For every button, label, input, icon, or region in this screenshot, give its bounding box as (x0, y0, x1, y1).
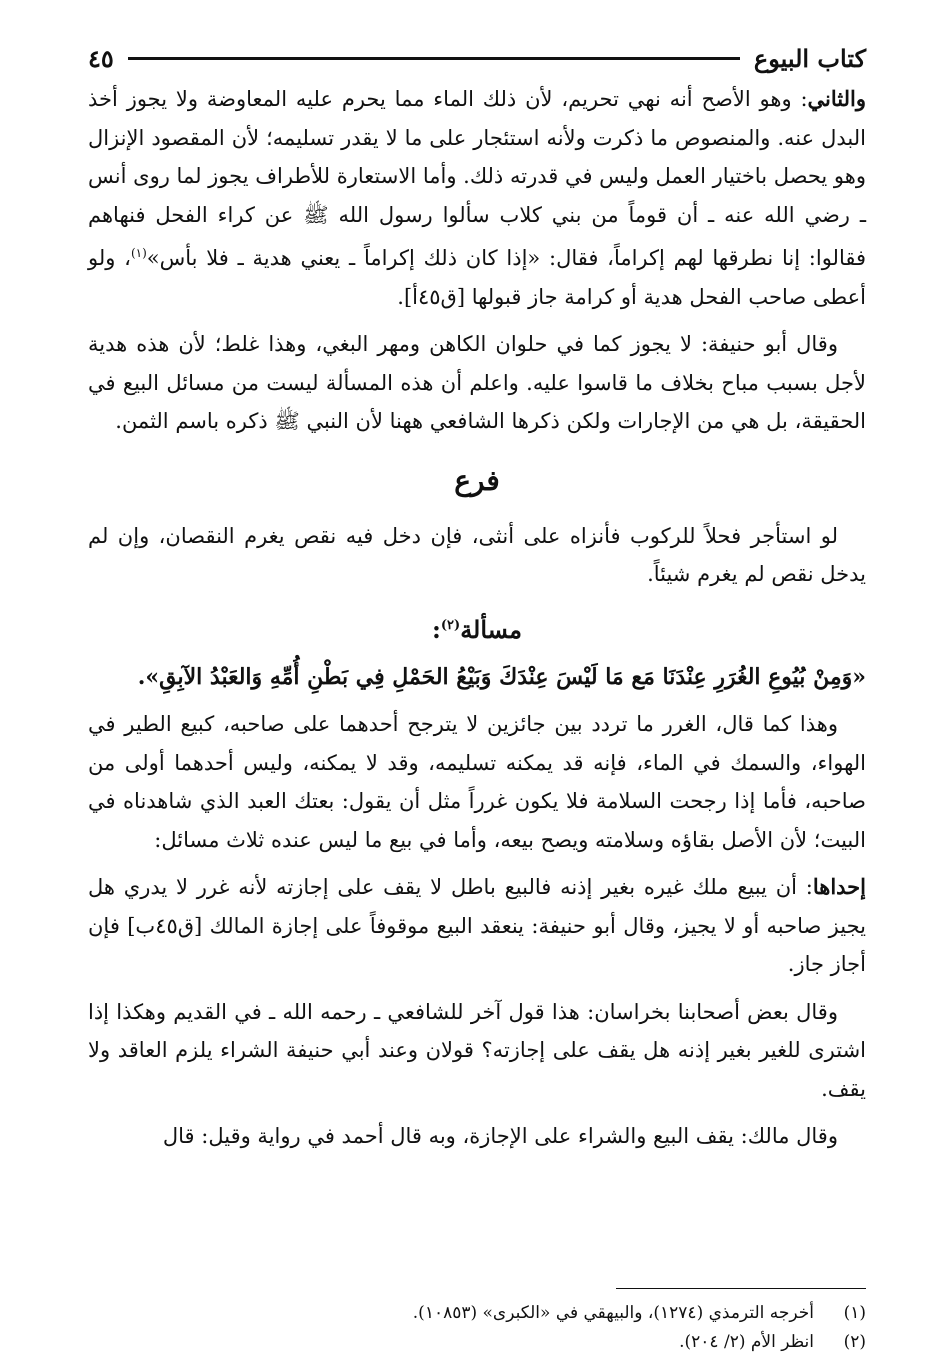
paragraph: وقال مالك: يقف البيع والشراء على الإجازة، وبه قال أحمد في رواية وقيل: قال (162, 1124, 838, 1148)
footnote-ref: (٢) (440, 617, 461, 633)
paragraph: وهذا كما قال، الغرر ما تردد بين جائزين لا يترجح أحدهما على صاحبه، كبيع الطير في الهواء، والسمك في الماء، فإنه قد يمكنه تسليمه، وقد لا يمكنه، وليس أحدهما أولى من صاحبه، فأما إذا رجحت السلامة فلا يكون غرراً مثل أن يقول: بعتك العبد الذي شاهدناه في البيت؛ لأن الأصل بقاؤه وسلامته ويصح بيعه، وأما في بيع ما ليس عنده ثلاث مسائل: (88, 712, 866, 852)
running-header (88, 36, 866, 80)
page-number: ٤٥ (88, 43, 114, 73)
footnote-number: (٢) (843, 1332, 866, 1352)
footnote-item (88, 1328, 866, 1357)
book-title: كتاب البيوع (753, 43, 866, 73)
paragraph: لو استأجر فحلاً للركوب فأنزاه على أنثى، فإن دخل فيه نقص يغرم النقصان، وإن لم يدخل نقص لم يغرم شيئاً. (88, 523, 866, 586)
section-heading: فرع (454, 463, 500, 497)
paragraph (88, 80, 866, 316)
header-rule (128, 57, 740, 60)
quoted-text: «وَمِنْ بُيُوعِ الغُرَرِ عِنْدَنَا مَع مَا لَيْسَ عِنْدَكَ وَبَيْعُ الحَمْلِ فِي بَطْنِ أُمِّهِ وَالعَبْدُ الآبِقِ». (137, 663, 866, 690)
main-text (88, 80, 866, 1156)
paragraph: وقال أبو حنيفة: لا يجوز كما في حلوان الكاهن ومهر البغي، وهذا غلط؛ لأن هذه هدية لأجل بسبب مباح بخلاف ما قاسوا عليه. واعلم أن هذه المسألة ليست من مسائل البيع في الحقيقة، بل هي من الإجارات ولكن ذكرها الشافعي ههنا لأن النبي ﷺ ذكره باسم الثمن. (88, 332, 866, 433)
issue-heading (88, 606, 866, 650)
paragraph (88, 868, 866, 984)
issue-heading-label: مسألة (460, 614, 522, 644)
footnote-item (88, 1299, 866, 1328)
footnote-text: أخرجه الترمذي (١٢٧٤)، والبيهقي في «الكبرى» (١٠٨٥٣). (412, 1303, 814, 1323)
paragraph-lead: والثاني (807, 86, 866, 111)
footnote-ref: (١) (130, 246, 147, 260)
paragraph: وقال بعض أصحابنا بخراسان: هذا قول آخر للشافعي ـ رحمه الله ـ في القديم وهكذا إذا اشترى للغير بغير إذنه هل يقف على إجازته؟ قولان وعند أبي حنيفة الشراء يلزم العاقد ولا يقف. (88, 999, 866, 1101)
footnote-rule (616, 1288, 866, 1289)
book-page (88, 36, 867, 1352)
paragraph-text: ، ولو أعطى صاحب الفحل هدية أو كرامة جاز قبولها [ق٤٥أ]. (88, 246, 866, 309)
issue-heading-colon: : (432, 614, 441, 644)
paragraph-text: : أن يبيع ملك غيره بغير إذنه فالبيع باطل لا يقف على إجازته لأنه غرر لا يدري هل يجيز صاحبه أو لا يجيز، وقال أبو حنيفة: ينعقد البيع موقوفاً على إجازة المالك [ق٤٥ب] فإن أجاز جاز. (88, 875, 867, 976)
footnote-text: انظر الأم (٢/ ٢٠٤). (679, 1332, 814, 1352)
footnote-number: (١) (843, 1303, 866, 1323)
paragraph-text: : وهو الأصح أنه نهي تحريم، لأن ذلك الماء مما يحرم عليه المعاوضة ولا يجوز أخذ البدل عنه. والمنصوص ما ذكرت ولأنه استئجار على ما لا يقدر تسليمه؛ لأن المقصود الإنزال وهو يحصل باختيار العمل وليس في قدرته ذلك. وأما الاستعارة للأطراف يجوز لما روى أنس ـ رضي الله عنه ـ أن قوماً من بني كلاب سألوا رسول الله ﷺ عن كراء الفحل فنهاهم فقالوا: إنا نطرقها لهم إكراماً، فقال: «إذا كان ذلك إكراماً ـ يعني هدية ـ فلا بأس» (88, 87, 867, 270)
footnotes (88, 1288, 866, 1357)
paragraph-lead: إحداها (812, 874, 866, 899)
